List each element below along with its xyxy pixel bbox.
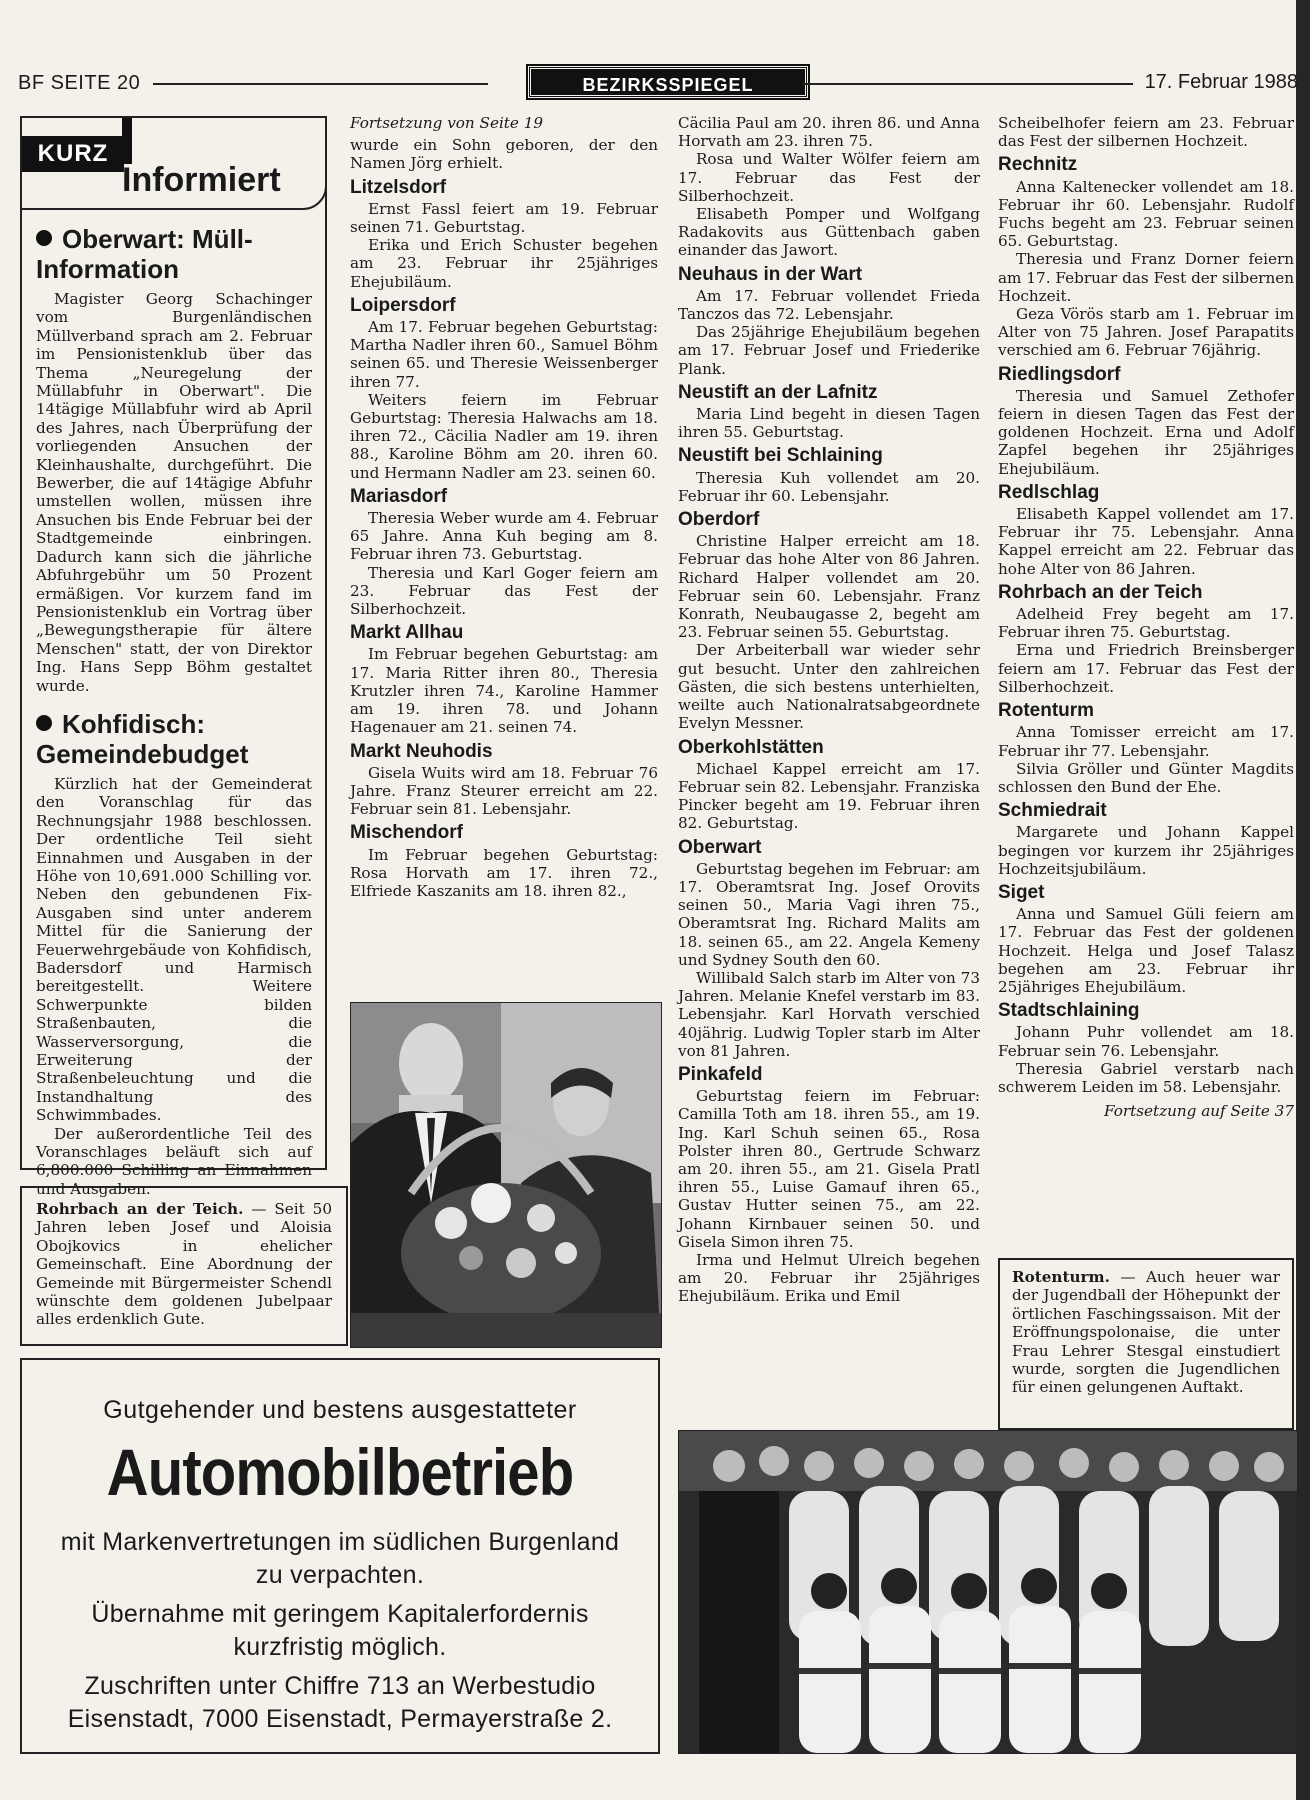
paragraph: Erika und Erich Schuster begehen am 23. Februar ihr 25jähriges Ehejubiläum.	[350, 236, 658, 291]
heading-rohrbach: Rohrbach an der Teich	[998, 581, 1203, 603]
paragraph: Am 17. Februar begehen Geburtstag: Martha Nadler ihren 60., Samuel Böhm seinen 65. und Theresie Weissenberger ihren 77.	[350, 318, 658, 391]
paragraph: Theresia Kuh vollendet am 20. Februar ihr 60. Lebensjahr.	[678, 468, 980, 505]
paragraph: Im Februar begehen Geburtstag: am 17. Maria Ritter ihren 80., Theresia Krutzler ihren 74., Karoline Hammer am 19. ihren 78. und Johann Hagenauer am 21. seinen 74.	[350, 645, 658, 737]
paragraph: Anna Kaltenecker vollendet am 18. Februar ihr 60. Lebensjahr. Rudolf Fuchs begeht am 23. Februar seinen 65. Geburtstag.	[998, 177, 1294, 251]
heading-oberwart: Oberwart	[678, 836, 762, 858]
advertisement-automobilbetrieb	[20, 1358, 660, 1754]
paragraph: Rosa und Walter Wölfer feiern am 17. Februar das Fest der Silberhochzeit.	[678, 150, 980, 205]
heading-rotenturm: Rotenturm	[998, 700, 1095, 722]
header-rule-left	[153, 83, 488, 85]
page-edge-shadow	[1296, 0, 1310, 1800]
paragraph: Erna und Friedrich Breinsberger feiern am 17. Februar das Fest der Silberhochzeit.	[998, 641, 1294, 696]
ad-contact: Zuschriften unter Chiffre 713 an Werbestudio Eisenstadt, 7000 Eisenstadt, Permayerstraße 2.	[67, 1672, 613, 1733]
photo-caption-rohrbach	[20, 1186, 348, 1346]
paragraph: Anna und Samuel Güli feiern am 17. Februar das Fest der goldenen Hochzeit. Helga und Josef Talasz begehen am 23. Februar ihr 25jähriges Ehejubiläum.	[998, 905, 1294, 996]
paragraph: Scheibelhofer feiern am 23. Februar das Fest der silbernen Hochzeit.	[998, 114, 1294, 151]
caption-place: Rotenturm.	[1012, 1268, 1110, 1286]
heading-neustift-schlaining: Neustift bei Schlaining	[678, 445, 883, 467]
ad-line-2: Übernahme mit geringem Kapitalerfordernis kurzfristig möglich.	[91, 1600, 589, 1661]
paragraph: Cäcilia Paul am 20. ihren 86. und Anna Horvath am 23. ihren 75.	[678, 114, 980, 151]
caption-place: Rohrbach an der Teich.	[36, 1200, 244, 1218]
paragraph: Weiters feiern im Februar Geburtstag: Theresia Halwachs am 18. ihren 72., Cäcilia Nadler am 19. ihren 88., Karoline Böhm am 20. ihren 60. und Hermann Nadler am 23. seinen 60.	[350, 390, 658, 482]
paragraph: Theresia und Samuel Zethofer feiern in diesen Tagen das Fest der goldenen Hochzeit. Erna und Adolf Zapfel begehen ihr 25jähriges Ehejubiläum.	[998, 386, 1294, 478]
continuation-note: Fortsetzung auf Seite 37	[1104, 1102, 1294, 1121]
paragraph: Silvia Gröller und Günter Magdits schlossen den Bund der Ehe.	[998, 759, 1294, 796]
heading-oberdorf: Oberdorf	[678, 509, 760, 531]
ad-line-1: mit Markenvertretungen im südlichen Burgenland zu verpachten.	[60, 1528, 620, 1589]
column-4	[998, 114, 1294, 1120]
heading-siget: Siget	[998, 881, 1045, 903]
paragraph: Geza Vörös starb am 1. Februar im Alter von 75 Jahren. Josef Parapatits verschied am 6. Februar 76jährig.	[998, 305, 1294, 360]
caption-text: — Seit 50 Jahren leben Josef und Aloisia Obojkovics in ehelicher Gemeinschaft. Eine Abordnung der Gemeinde mit Bürgermeister Schendl wünschte dem goldenen Jubelpaar alles erdenklich Gute.	[36, 1200, 332, 1329]
paragraph: Anna Tomisser erreicht am 17. Februar ihr 77. Lebensjahr.	[998, 723, 1294, 760]
issue-date: 17. Februar 1988	[1144, 71, 1298, 93]
paragraph: Margarete und Johann Kappel begingen vor kurzem ihr 25jähriges Hochzeitsjubiläum.	[998, 823, 1294, 878]
section-title: BEZIRKSSPIEGEL	[528, 66, 808, 98]
header-rule-right	[803, 83, 1133, 85]
heading-stadtschlaining: Stadtschlaining	[998, 1000, 1140, 1022]
column-3	[678, 114, 980, 1306]
heading-rechnitz: Rechnitz	[998, 154, 1078, 176]
heading-redlschlag: Redlschlag	[998, 481, 1100, 503]
bullet-icon	[36, 230, 52, 246]
headline-oberwart: Oberwart: Müll-Information	[36, 224, 253, 284]
ad-intro: Gutgehender und bestens ausgestatteter	[103, 1396, 577, 1424]
paragraph: wurde ein Sohn geboren, der den Namen Jörg erhielt.	[350, 136, 658, 173]
paragraph: Elisabeth Pomper und Wolfgang Radakovits aus Güttenbach gaben einander das Jawort.	[678, 205, 980, 260]
kurz-label: KURZ	[22, 136, 124, 172]
paragraph: Willibald Salch starb im Alter von 73 Jahren. Melanie Knefel verstarb im 83. Lebensjahr. Karl Horvath verschied 40jährig. Ludwig Topler starb im Alter von 81 Jahren.	[678, 968, 980, 1060]
photo-jubilee-couple-image	[351, 1003, 661, 1347]
heading-pinkafeld: Pinkafeld	[678, 1063, 763, 1085]
paragraph: Geburtstag begehen im Februar: am 17. Oberamtsrat Ing. Josef Orovits seinen 50., Maria Vagi ihren 75., Oberamtsrat Ing. Richard Malits am 18. seinen 65., am 22. Angela Kemeny und Sydney South den 60.	[678, 859, 980, 969]
kurz-body	[36, 216, 312, 1198]
photo-youth-ball-image	[679, 1431, 1297, 1753]
paragraph: Theresia und Karl Goger feiern am 23. Februar das Fest der Silberhochzeit.	[350, 563, 658, 619]
ad-headline: Automobilbetrieb	[106, 1435, 574, 1509]
paragraph: Johann Puhr vollendet am 18. Februar sein 76. Lebensjahr.	[998, 1023, 1294, 1060]
heading-neuhaus: Neuhaus in der Wart	[678, 263, 863, 285]
paragraph: Ernst Fassl feiert am 19. Februar seinen 71. Geburtstag.	[350, 199, 658, 237]
paragraph: Theresia und Franz Dorner feiern am 17. Februar das Fest der silbernen Hochzeit.	[998, 250, 1294, 305]
paragraph: Theresia Weber wurde am 4. Februar 65 Jahre. Anna Kuh beging am 8. Februar ihren 73. Geburtstag.	[350, 509, 658, 564]
photo-youth-ball	[678, 1430, 1298, 1754]
photo-jubilee-couple	[350, 1002, 662, 1348]
heading-litzelsdorf: Litzelsdorf	[350, 176, 447, 198]
kurz-informiert-box	[20, 116, 327, 1198]
heading-riedlingsdorf: Riedlingsdorf	[998, 363, 1121, 385]
paragraph: Irma und Helmut Ulreich begehen am 20. Februar ihr 25jähriges Ehejubiläum. Erika und Emil	[678, 1250, 980, 1306]
paragraph: Gisela Wuits wird am 18. Februar 76 Jahre. Franz Steurer erreicht am 22. Februar sein 81. Lebensjahr.	[350, 763, 658, 819]
heading-neustift-lafnitz: Neustift an der Lafnitz	[678, 381, 878, 403]
paragraph: Theresia Gabriel verstarb nach schwerem Leiden im 58. Lebensjahr.	[998, 1059, 1294, 1096]
paragraph: Das 25jährige Ehejubiläum begehen am 17. Februar Josef und Friederike Plank.	[678, 323, 980, 378]
paragraph: Michael Kappel erreicht am 17. Februar sein 82. Lebensjahr. Franziska Pincker begeht am 19. Februar ihren 82. Geburtstag.	[678, 759, 980, 833]
paragraph: Am 17. Februar vollendet Frieda Tanczos das 72. Lebensjahr.	[678, 286, 980, 324]
page-number: BF SEITE 20	[18, 72, 141, 94]
paragraph: Elisabeth Kappel vollendet am 17. Februar ihr 75. Lebensjahr. Anna Kappel erreicht am 22. Februar das hohe Alter von 86 Jahren.	[998, 505, 1294, 578]
article-kohfidisch: Kürzlich hat der Gemeinderat den Voranschlag für das Rechnungsjahr 1988 beschlossen. Der ordentliche Teil sieht Einnahmen und Ausgaben in der Höhe von 10,691.000 Schilling vor. Neben den gebundenen Fix-Ausgaben sind unter anderem Mittel für die Sanierung der Feuerwehrgebäude von Kohfidisch, Badersdorf und Harmisch bereitgestellt. Weitere Schwerpunkte bilden Straßenbauten, die Wasserversorgung, die Erweiterung der Straßenbeleuchtung und die Instandhaltung des Schwimmbades.	[36, 774, 312, 1125]
informiert-label: Informiert	[122, 161, 281, 199]
headline-kohfidisch: Kohfidisch: Gemeindebudget	[36, 708, 249, 769]
paragraph: Adelheid Frey begeht am 17. Februar ihren 75. Geburtstag.	[998, 605, 1294, 642]
continuation-note: Fortsetzung von Seite 19	[350, 114, 544, 132]
kurz-informiert-header	[20, 116, 327, 210]
page-header	[18, 66, 1298, 100]
heading-markt-allhau: Markt Allhau	[350, 622, 464, 644]
heading-schmiedrait: Schmiedrait	[998, 800, 1107, 822]
heading-mischendorf: Mischendorf	[350, 822, 463, 844]
heading-oberkohlstaetten: Oberkohlstätten	[678, 736, 824, 758]
kurz-header-bar	[122, 118, 132, 164]
bullet-icon	[36, 715, 52, 731]
article-kohfidisch-2: Der außerordentliche Teil des Voranschlages beläuft sich auf 6,800.000 Schilling an Einnahmen und Ausgaben.	[36, 1124, 312, 1198]
paragraph: Geburtstag feiern im Februar: Camilla Toth am 18. ihren 55., am 19. Ing. Karl Schuh seinen 65., Rosa Polster ihren 80., Gertrude Schwarz am 20. ihren 55., am 21. Gisela Pratl ihren 55., Luise Gamauf ihren 65., Gustav Hutter seinen 75., am 22. Johann Kirnbauer seinen 50. und Gisela Simon ihren 75.	[678, 1087, 980, 1251]
caption-text: — Auch heuer war der Jugendball der Höhepunkt der örtlichen Faschingssaison. Mit der Eröffnungspolonaise, die unter Frau Lehrer Stesgal einstudiert wurde, sorgten die Jugendlichen für einen gelungenen Auftakt.	[1012, 1268, 1280, 1397]
heading-loipersdorf: Loipersdorf	[350, 294, 456, 316]
column-2	[350, 114, 658, 900]
paragraph: Der Arbeiterball war wieder sehr gut besucht. Unter den zahlreichen Gästen, die sich bestens unterhielten, weilte auch Nationalratsabgeordnete Evelyn Messner.	[678, 641, 980, 733]
article-oberwart: Magister Georg Schachinger vom Burgenländischen Müllverband sprach am 2. Februar im Pensionistenklub über das Thema „Neuregelung der Müllabfuhr in Oberwart". Die 14tägige Müllabfuhr wird ab April des Jahres, nach Überprüfung der vorliegenden Ansuchen der Kleinhaushalte, durchgeführt. Die Bewerber, die auf 14tägige Abfuhr umstellen wollen, müssen ihre Ansuchen bis Ende Februar bei der Stadtgemeinde einbringen. Dadurch kann sich die jährliche Abfuhrgebühr um 50 Prozent ermäßigen. Vor kurzem fand im Pensionistenklub ein Vortrag über „Bewegungstherapie für ältere Menschen" statt, der von Direktor Ing. Hans Sepp Böhm gestaltet wurde.	[36, 290, 312, 695]
photo-caption-rotenturm	[998, 1258, 1294, 1430]
paragraph: Maria Lind begeht in diesen Tagen ihren 55. Geburtstag.	[678, 405, 980, 442]
heading-mariasdorf: Mariasdorf	[350, 485, 448, 507]
heading-markt-neuhodis: Markt Neuhodis	[350, 740, 493, 762]
paragraph: Im Februar begehen Geburtstag: Rosa Horvath am 17. ihren 72., Elfriede Kaszanits am 18. ihren 82.,	[350, 845, 658, 900]
paragraph: Christine Halper erreicht am 18. Februar das hohe Alter von 86 Jahren. Richard Halper vollendet am 20. Februar sein 60. Lebensjahr. Franz Konrath, Neubaugasse 2, begeht am 23. Februar seinen 55. Geburtstag.	[678, 532, 980, 642]
